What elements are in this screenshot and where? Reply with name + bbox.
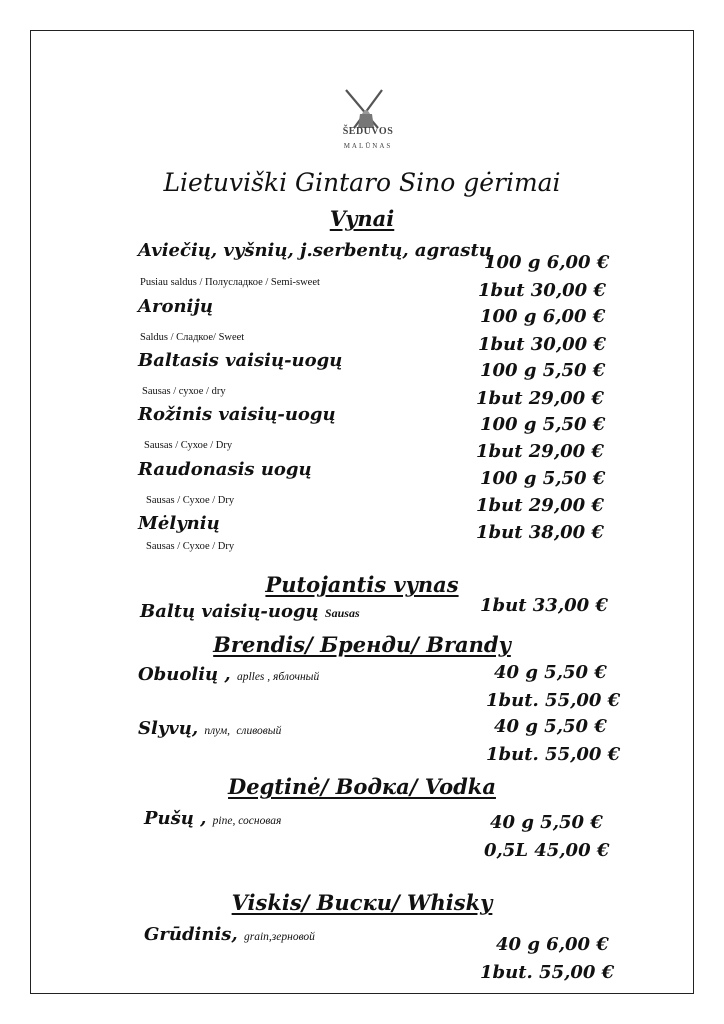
section-brandy-heading: Brendis/ Бренди/ Brandy — [213, 632, 511, 657]
wine-item-name: Raudonasis uogų — [138, 459, 312, 480]
wine-item-name: Aronijų — [138, 296, 213, 317]
wine-item-name: Baltasis vaisių-uogų — [138, 350, 343, 371]
wine-item-subtitle: Saldus / Сладкое/ Sweet — [140, 332, 245, 343]
brandy-item-name: Obuolių , aplles , яблочный — [138, 664, 320, 685]
wine-item-subtitle: Sausas / Сухое / Dry — [144, 440, 233, 451]
page-title: Lietuviški Gintaro Sino gėrimai — [163, 168, 561, 197]
logo-subtitle: MALŪNAS — [343, 142, 393, 150]
whisky-price-glass: 40 g 6,00 € — [496, 934, 609, 955]
wine-price-bottle: 1but 38,00 € — [476, 522, 604, 543]
wine-item-name: Mėlynių — [138, 513, 220, 534]
sparkling-price-bottle: 1but 33,00 € — [480, 595, 608, 616]
wine-price-bottle: 1but 29,00 € — [476, 388, 604, 409]
whisky-item-name: Grūdinis, grain,зерновой — [144, 924, 315, 945]
section-sparkling-heading: Putojantis vynas — [265, 572, 459, 597]
vodka-item-name: Pušų , pine, сосновая — [144, 808, 282, 829]
brandy-item-name: Slyvų, плум, сливовый — [138, 718, 282, 739]
wine-price-glass: 100 g 5,50 € — [480, 414, 606, 435]
wine-item-name: Rožinis vaisių-uogų — [138, 404, 336, 425]
brandy-price-bottle: 1but. 55,00 € — [486, 690, 621, 711]
sparkling-item-subtitle: Sausas — [324, 606, 360, 620]
brandy-price-glass: 40 g 5,50 € — [494, 716, 607, 737]
wine-item-subtitle: Sausas / Сухое / Dry — [146, 495, 235, 506]
section-whisky-heading: Viskis/ Виски/ Whisky — [231, 890, 493, 915]
wine-price-bottle: 1but 29,00 € — [476, 495, 604, 516]
wine-item-subtitle: Pusiau saldus / Полусладкое / Semi-sweet — [140, 277, 320, 288]
wine-item-subtitle: Sausas / Сухое / Dry — [146, 541, 235, 552]
logo-name: ŠEDUVOS — [342, 126, 394, 137]
vodka-item-subtitle: pine, сосновая — [212, 815, 282, 827]
wine-price-glass: 100 g 6,00 € — [480, 306, 606, 327]
wine-price-bottle: 1but 30,00 € — [478, 280, 606, 301]
wine-item-subtitle: Sausas / сухое / dry — [142, 386, 226, 397]
section-wines-heading: Vynai — [329, 206, 395, 231]
brandy-item-subtitle-ru: сливовый — [236, 725, 282, 737]
sparkling-item-name: Baltų vaisių-uogų Sausas — [140, 601, 360, 622]
brandy-price-bottle: 1but. 55,00 € — [486, 744, 621, 765]
brandy-item-subtitle: aplles , яблочный — [236, 671, 320, 683]
wine-price-glass: 100 g 5,50 € — [480, 360, 606, 381]
vodka-price-bottle: 0,5L 45,00 € — [484, 840, 610, 861]
wine-price-bottle: 1but 29,00 € — [476, 441, 604, 462]
brandy-item-subtitle: плум, — [204, 725, 231, 737]
wine-item-name: Aviečių, vyšnių, j.serbentų, agrastų — [138, 240, 492, 261]
vodka-price-glass: 40 g 5,50 € — [490, 812, 603, 833]
section-vodka-heading: Degtinė/ Водка/ Vodka — [228, 774, 496, 799]
brandy-price-glass: 40 g 5,50 € — [494, 662, 607, 683]
wine-price-glass: 100 g 6,00 € — [484, 252, 610, 273]
wine-price-glass: 100 g 5,50 € — [480, 468, 606, 489]
whisky-item-subtitle: grain,зерновой — [243, 931, 315, 943]
whisky-price-bottle: 1but. 55,00 € — [480, 962, 615, 983]
wine-price-bottle: 1but 30,00 € — [478, 334, 606, 355]
